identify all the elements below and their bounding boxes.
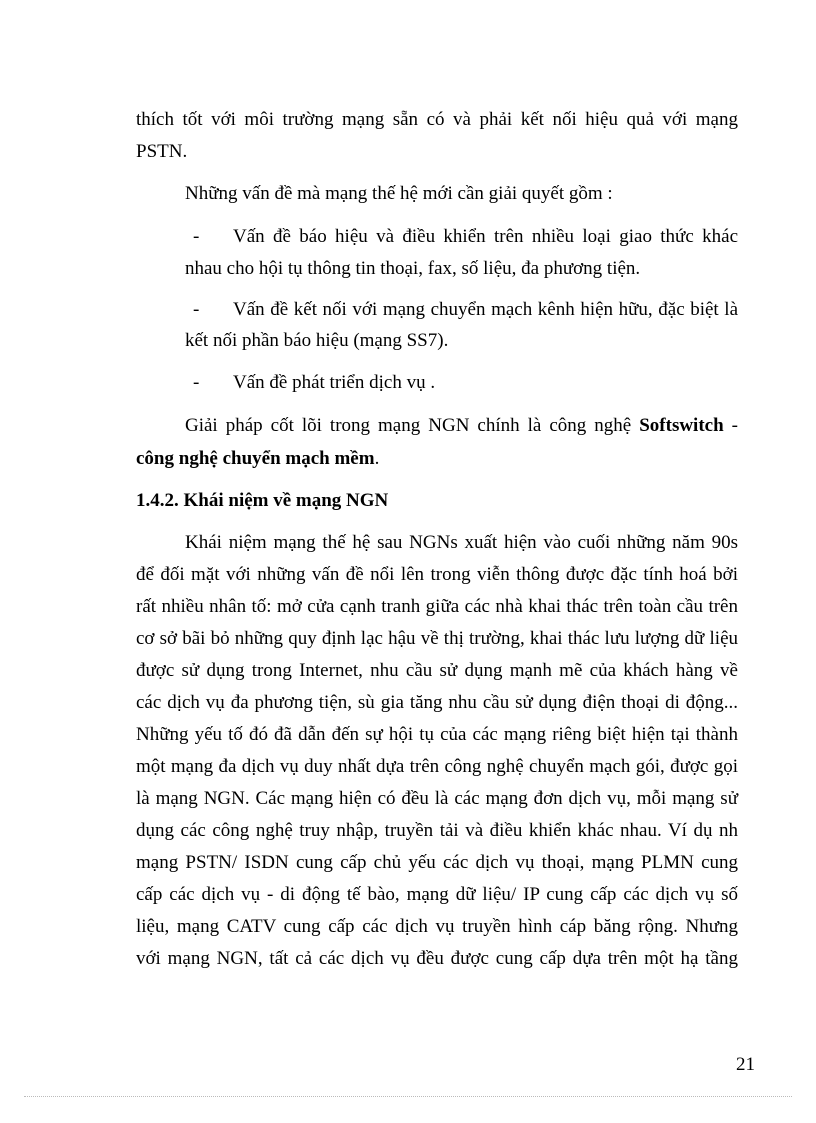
text-line: cơ sở bãi bỏ những quy định lạc hậu về thị trường, khai thác lưu lượng dữ liệu <box>136 628 738 649</box>
text: Giải pháp cốt lõi trong mạng NGN chính là công nghệ <box>185 415 640 436</box>
text-line: Những vấn đề mà mạng thế hệ mới cần giải quyết gồm : <box>185 183 613 204</box>
bullet-marker: - <box>193 226 200 247</box>
bold-term: Softswitch <box>639 415 724 436</box>
text-line: một mạng đa dịch vụ duy nhất dựa trên công nghệ chuyển mạch gói, được gọi <box>136 756 738 777</box>
text-line: để đối mặt với những vấn đề nổi lên trong viễn thông được đặc tính hoá bởi <box>136 564 738 585</box>
text-line: là mạng NGN. Các mạng hiện có đều là các mạng đơn dịch vụ, mỗi mạng sử <box>136 788 738 809</box>
bullet-text: Vấn đề kết nối với mạng chuyển mạch kênh hiện hữu, đặc biệt là <box>233 299 738 320</box>
text-line: được sử dụng trong Internet, nhu cầu sử dụng mạnh mẽ của khách hàng về <box>136 660 738 681</box>
text-line: rất nhiều nhân tố: mở cửa cạnh tranh giữa các nhà khai thác trên toàn cầu trên <box>136 596 738 617</box>
text-line: liệu, mạng CATV cung cấp các dịch vụ truyền hình cáp băng rộng. Nhưng <box>136 916 738 937</box>
bullet-text: Vấn đề báo hiệu và điều khiển trên nhiều loại giao thức khác <box>233 226 738 247</box>
text-line: PSTN. <box>136 141 188 162</box>
text-line: dụng các công nghệ truy nhập, truyền tải và điều khiển khác nhau. Ví dụ nh <box>136 820 738 841</box>
text-line: mạng PSTN/ ISDN cung cấp chủ yếu các dịch vụ thoại, mạng PLMN cung <box>136 852 738 873</box>
text: - <box>723 415 739 436</box>
section-heading: 1.4.2. Khái niệm về mạng NGN <box>136 490 389 511</box>
bullet-text: nhau cho hội tụ thông tin thoại, fax, số liệu, đa phương tiện. <box>185 258 641 279</box>
bullet-text: Vấn đề phát triển dịch vụ . <box>233 372 436 393</box>
text-line: với mạng NGN, tất cả các dịch vụ đều được cung cấp dựa trên một hạ tầng <box>136 948 738 969</box>
text-line: các dịch vụ đa phương tiện, sù gia tăng nhu cầu sử dụng điện thoại di động... <box>136 692 738 713</box>
bullet-marker: - <box>193 299 200 320</box>
text: . <box>374 448 380 469</box>
bold-term: công nghệ chuyển mạch mềm <box>136 448 375 469</box>
text-line: cấp các dịch vụ - di động tế bào, mạng dữ liệu/ IP cung cấp các dịch vụ số <box>136 884 738 905</box>
bullet-marker: - <box>193 372 200 393</box>
page-bottom-divider <box>24 1096 792 1097</box>
text-line: Những yếu tố đó đã dẫn đến sự hội tụ của các mạng riêng biệt hiện tại thành <box>136 724 738 745</box>
bullet-text: kết nối phần báo hiệu (mạng SS7). <box>185 330 449 351</box>
text-line: Khái niệm mạng thế hệ sau NGNs xuất hiện vào cuối những năm 90s <box>185 532 738 553</box>
page-number: 21 <box>736 1054 755 1075</box>
text-line: thích tốt với môi trường mạng sẵn có và phải kết nối hiệu quả với mạng <box>136 109 738 130</box>
solution-line <box>136 446 738 472</box>
solution-line <box>185 413 738 439</box>
